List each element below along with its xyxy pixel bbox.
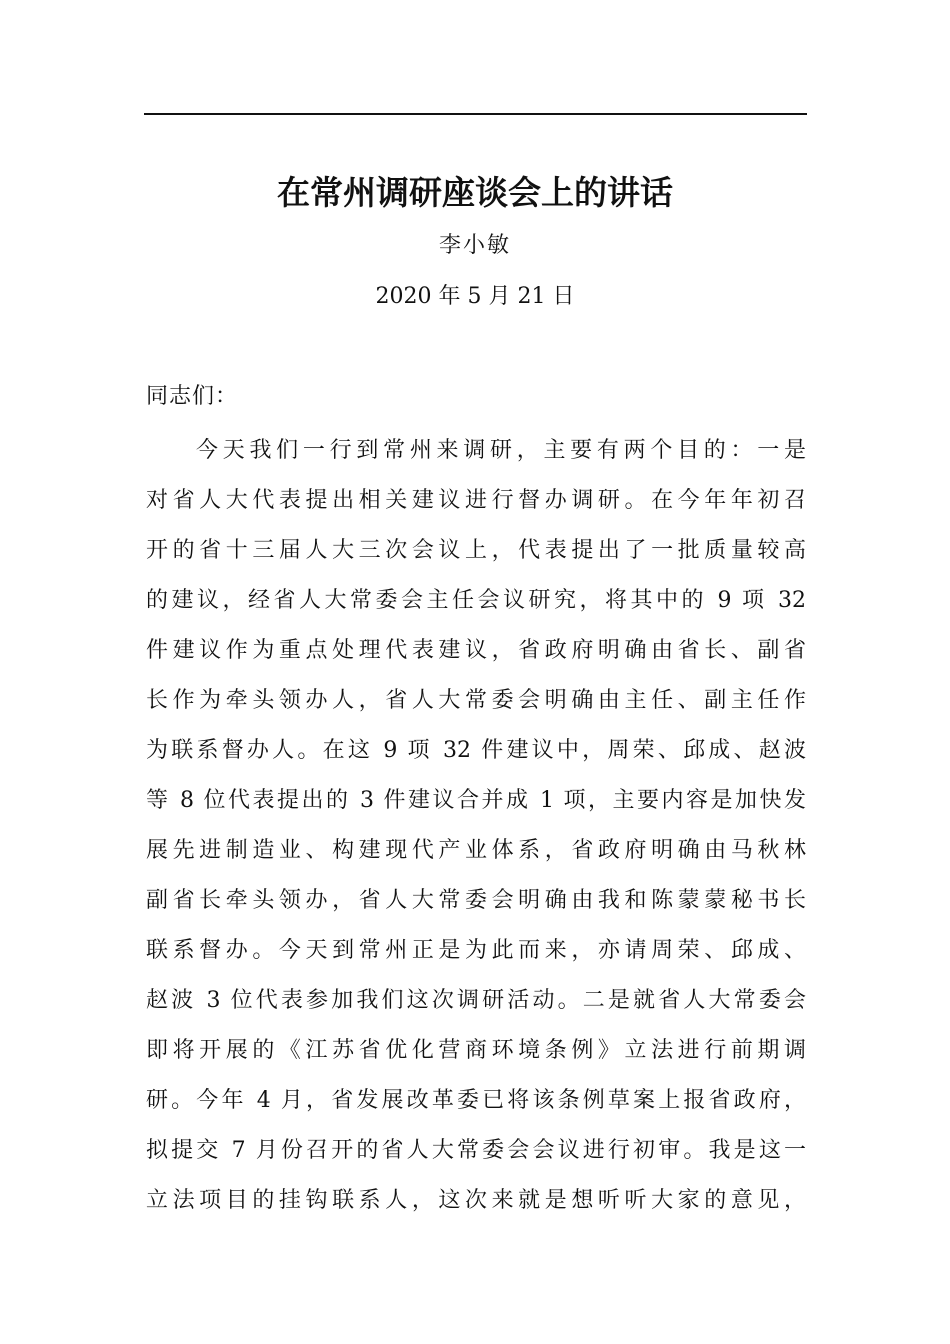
body-line: 联系督办。今天到常州正是为此而来，亦请周荣、邱成、 (146, 938, 806, 963)
body-line: 对省人大代表提出相关建议进行督办调研。在今年年初召 (146, 488, 806, 513)
body-line: 件建议作为重点处理代表建议，省政府明确由省长、副省 (146, 638, 806, 663)
body-line: 为联系督办人。在这 9 项 32 件建议中，周荣、邱成、赵波 (146, 738, 806, 763)
body-line: 立法项目的挂钩联系人，这次来就是想听听大家的意见， (146, 1188, 806, 1213)
body-line: 研。今年 4 月，省发展改革委已将该条例草案上报省政府， (146, 1088, 806, 1113)
speech-date: 2020 年 5 月 21 日 (375, 284, 575, 309)
body-line: 副省长牵头领办，省人大常委会明确由我和陈蒙蒙秘书长 (146, 888, 806, 913)
header-rule (144, 113, 807, 115)
body-line: 展先进制造业、构建现代产业体系，省政府明确由马秋林 (146, 838, 806, 863)
body-line: 赵波 3 位代表参加我们这次调研活动。二是就省人大常委会 (146, 988, 806, 1013)
body-line: 的建议，经省人大常委会主任会议研究，将其中的 9 项 32 (146, 588, 806, 613)
body-line: 今天我们一行到常州来调研，主要有两个目的：一是 (196, 438, 806, 463)
body-line: 即将开展的《江苏省优化营商环境条例》立法进行前期调 (146, 1038, 806, 1063)
speech-body (146, 426, 806, 1226)
body-line: 开的省十三届人大三次会议上，代表提出了一批质量较高 (146, 538, 806, 563)
author-name: 李小敏 (438, 233, 511, 258)
salutation: 同志们： (146, 384, 239, 409)
document-title: 在常州调研座谈会上的讲话 (277, 173, 673, 212)
body-line: 长作为牵头领办人，省人大常委会明确由主任、副主任作 (146, 688, 806, 713)
body-line: 拟提交 7 月份召开的省人大常委会会议进行初审。我是这一 (146, 1138, 806, 1163)
body-line: 等 8 位代表提出的 3 件建议合并成 1 项，主要内容是加快发 (146, 788, 806, 813)
